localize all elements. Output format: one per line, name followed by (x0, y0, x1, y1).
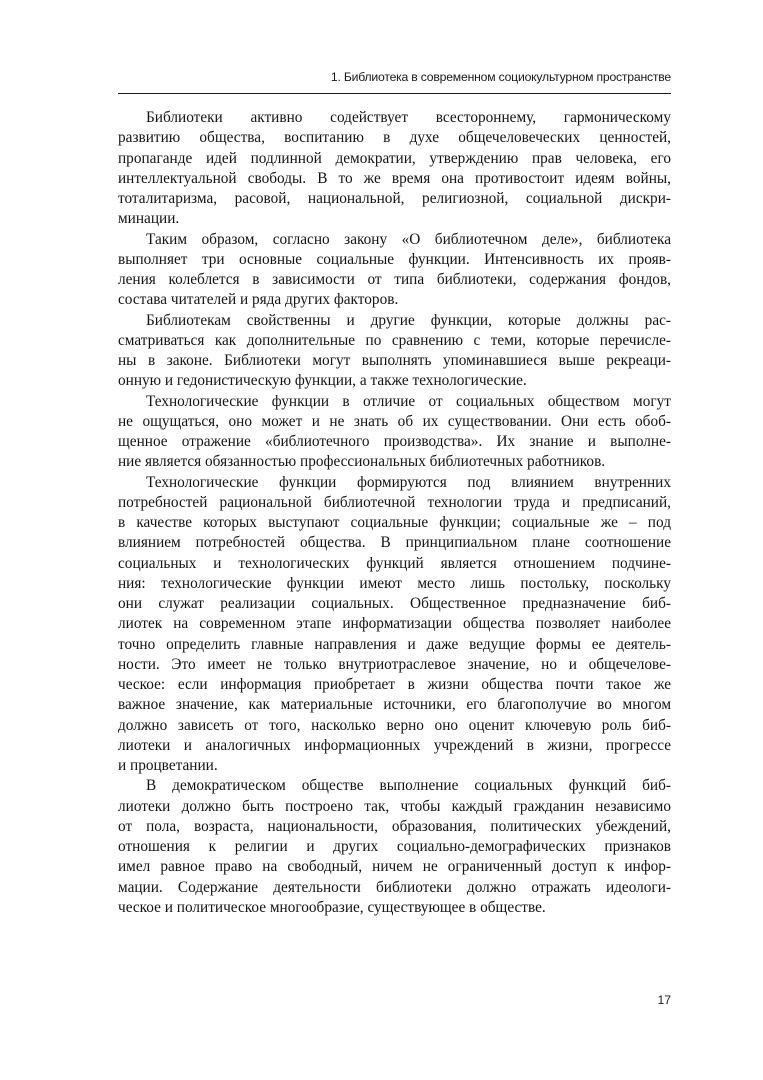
paragraph (118, 392, 671, 473)
text-line: развитию общества, воспитанию в духе общечеловеческих ценностей, (118, 129, 671, 147)
text-line: минации. (118, 210, 180, 228)
text-line: В демократическом обществе выполнение социальных функций биб- (146, 777, 671, 795)
text-line: сматриваться как дополнительные по сравнению с теми, которые перечисле- (118, 331, 671, 349)
text-line: важное значение, как материальные источники, его благополучие во многом (118, 696, 671, 714)
text-line: ности. Это имеет не только внутриотраслевое значение, но и общечелове- (118, 655, 671, 673)
text-line: Технологические функции в отличие от социальных обществом могут (146, 392, 671, 410)
text-line: Библиотекам свойственны и другие функции, которые должны рас- (146, 311, 671, 329)
paragraph (118, 230, 671, 311)
text-line: они служат реализации социальных. Общественное предназначение биб- (118, 595, 671, 612)
text-line: Технологические функции формируются под влиянием внутренних (146, 473, 671, 491)
text-line: ны в законе. Библиотеки могут выполнять упоминавшиеся выше рекреаци- (118, 352, 671, 369)
running-header: 1. Библиотека в современном социокультурном пространстве (330, 70, 671, 84)
paragraph (118, 108, 671, 230)
body-text (118, 108, 671, 918)
text-line: ческое и политическое многообразие, существующее в обществе. (118, 898, 546, 916)
text-line: щенное отражение «библиотечного производства». Их знание и выполне- (118, 433, 671, 450)
text-line: Таким образом, согласно закону «О библиотечном деле», библиотека (146, 230, 671, 248)
text-line: потребностей рациональной библиотечной технологии труда и предписаний, (118, 493, 671, 511)
text-line: отношения к религии и других социально-демографических признаков (118, 838, 671, 855)
text-line: лиотеки должно быть построено так, чтобы каждый гражданин независимо (118, 797, 671, 815)
text-line: от пола, возраста, национальности, образования, политических убеждений, (118, 817, 671, 835)
text-line: пропаганде идей подлинной демократии, утверждению прав человека, его (118, 149, 671, 167)
text-line: не ощущаться, оно может и не знать об их существовании. Они есть обоб- (118, 412, 671, 430)
text-line: лиотек на современном этапе информатизации общества позволяет наиболее (118, 615, 671, 633)
paragraph (118, 473, 671, 777)
text-line: социальных и технологических функций является отношением подчине- (118, 554, 671, 572)
text-line: онную и гедонистическую функции, а также технологические. (118, 372, 527, 390)
text-line: имел равное право на свободный, ничем не ограниченный доступ к инфор- (118, 858, 671, 876)
text-line: влиянием потребностей общества. В принципиальном плане соотношение (118, 534, 671, 552)
text-line: мации. Содержание деятельности библиотеки должно отражать идеологи- (118, 878, 671, 896)
text-line: состава читателей и ряда других факторов. (118, 291, 399, 309)
text-line: выполняет три основные социальные функции. Интенсивность их прояв- (118, 250, 671, 268)
text-line: ческое: если информация приобретает в жизни общества почти такое же (118, 676, 671, 693)
text-line: тоталитаризма, расовой, национальной, религиозной, социальной дискри- (118, 190, 671, 207)
text-line: интеллектуальной свободы. В то же время она противостоит идеям войны, (118, 169, 671, 187)
text-line: Библиотеки активно содействует всестороннему, гармоническому (146, 109, 671, 126)
paragraph (118, 311, 671, 392)
text-line: должно зависеть от того, насколько верно оно оценит ключевую роль биб- (118, 716, 671, 734)
text-line: в качестве которых выступают социальные функции; социальные же – под (118, 514, 671, 531)
text-line: ния: технологические функции имеют место лишь постольку, поскольку (118, 574, 671, 592)
paragraph (118, 776, 671, 918)
header-rule (118, 93, 671, 94)
page-number: 17 (657, 993, 671, 1007)
text-line: точно определить главные направления и даже ведущие формы ее деятель- (118, 635, 671, 653)
text-line: лиотеки и аналогичных информационных учреждений в жизни, прогрессе (118, 736, 671, 754)
text-line: ления колеблется в зависимости от типа библиотеки, содержания фондов, (118, 271, 671, 288)
text-line: и процветании. (118, 757, 218, 774)
text-line: ние является обязанностью профессиональных библиотечных работников. (118, 453, 606, 471)
